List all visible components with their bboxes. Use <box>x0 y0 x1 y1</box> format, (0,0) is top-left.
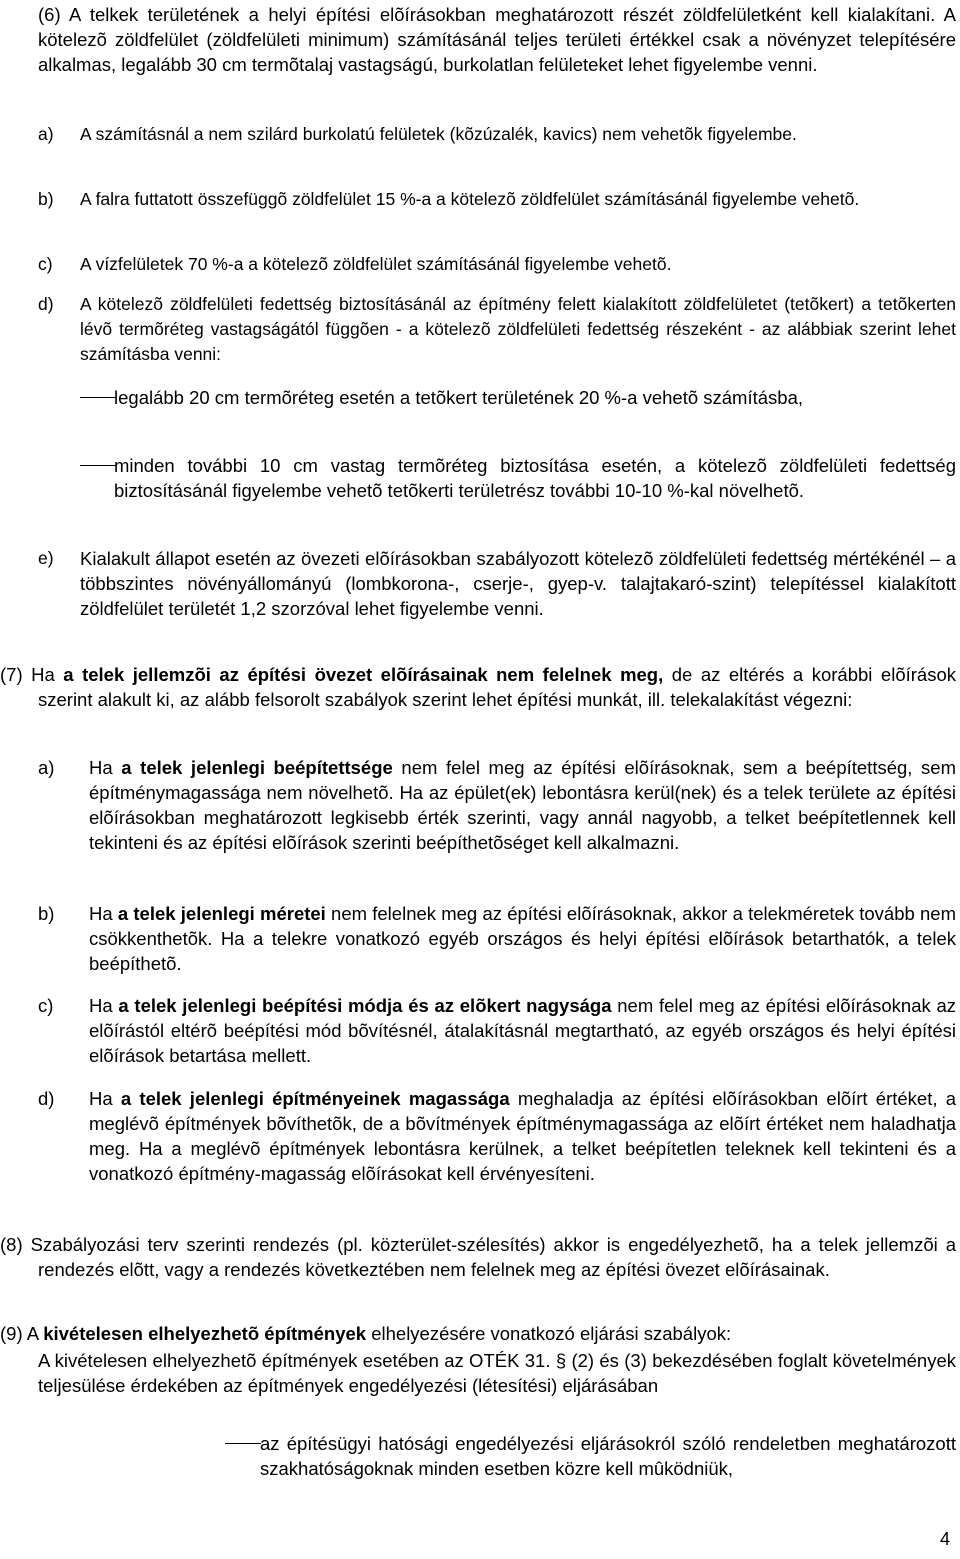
item-text <box>89 1086 956 1186</box>
item-bold: a telek jelenlegi beépítettsége <box>121 757 393 778</box>
dash-bullet-icon <box>80 397 116 398</box>
paragraph-6-item-a <box>38 122 956 174</box>
item-text <box>89 993 956 1068</box>
item-post: nem felel meg az építési elõírásoknak az elõírástól eltérõ beépítési mód bõvítésnél, átalakításnál megtartható, az egyéb országos és helyi építési elõírások betartása mellett. <box>89 995 957 1066</box>
item-label: b) <box>38 903 55 924</box>
paragraph-9-heading <box>0 1321 956 1347</box>
item-label: a) <box>38 124 54 144</box>
item-post: nem felelnek meg az építési elõírásoknak, akkor a telekméretek tovább nem csökkenthetõk. Ha a telekre vonatkozó egyéb országos és helyi építési elõírások betarthatók, a telek beépíthetõ. <box>89 903 957 974</box>
item-label: c) <box>38 995 54 1016</box>
paragraph-6 <box>38 2 956 77</box>
paragraph-7-item-c <box>38 993 956 1071</box>
item-label: c) <box>38 254 53 274</box>
item-text: Kialakult állapot esetén az övezeti elõírásokban szabályozott kötelezõ zöldfelületi fedettség mértékénél – a többszintes növényállományú (lombkorona-, cserje-, gyep-v. talajtakaró-szint) telepítéssel kialakított zöldfelület területét 1,2 szorzóval lehet figyelembe venni. <box>80 548 956 619</box>
bullet-text: az építésügyi hatósági engedélyezési eljárásokról szóló rendeletben meghatározott szakhatóságoknak minden esetben közre kell mûködniük, <box>260 1433 956 1479</box>
paragraph-7-item-a <box>38 755 956 885</box>
item-label: a) <box>38 757 55 778</box>
bullet-text: minden további 10 cm vastag termõréteg biztosítása esetén, a kötelezõ zöldfelületi fedettség biztosításánál figyelembe vehetõ tetõkerti területrész további 10-10 %-kal növelhetõ. <box>114 455 956 501</box>
item-label: b) <box>38 189 54 209</box>
item-text: A falra futtatott összefüggõ zöldfelület 15 %-a a kötelezõ zöldfelület számításánál figyelembe vehetõ. <box>80 189 860 209</box>
paragraph-9-body <box>38 1348 956 1426</box>
dash-bullet-icon <box>225 1443 261 1444</box>
item-bold: a telek jelenlegi méretei <box>117 903 326 924</box>
item-post: nem felel meg az építési elõírásoknak, sem a beépítettség, sem építménymagassága nem növelhetõ. Ha az épület(ek) lebontásra kerül(nek) és a telek területe az építési elõírásokban meghatározott legkisebb érték szerinti, vagy annál nagyobb, a telket beépítetlennek kell tekinteni és az építési elõírások szerinti beépíthetõséget kell alkalmazni. <box>89 757 956 853</box>
paragraph-6-item-e <box>38 546 956 650</box>
paragraph-9-post: elhelyezésére vonatkozó eljárási szabályok: <box>366 1323 732 1344</box>
paragraph-8 <box>0 1232 956 1310</box>
item-text <box>89 901 956 976</box>
paragraph-9-body-text: A kivételesen elhelyezhetõ építmények esetében az OTÉK 31. § (2) és (3) bekezdésében foglalt követelmények teljesülése érdekében az építmények engedélyezési (létesítési) eljárásában <box>38 1350 956 1396</box>
item-label: d) <box>38 294 54 314</box>
dash-bullet-icon <box>80 465 116 466</box>
item-text <box>89 755 956 855</box>
paragraph-8-text: (8) Szabályozási terv szerinti rendezés (pl. közterület-szélesítés) akkor is engedélyezhetõ, ha a telek jellemzõi a rendezés elõtt, vagy a rendezés következtében nem felelnek meg az építési övezet elõírásainak. <box>0 1234 956 1280</box>
item-pre: Ha <box>89 995 119 1016</box>
item-label: e) <box>38 548 54 568</box>
paragraph-7-bold: a telek jellemzõi az építési övezet elõírásainak nem felelnek meg, <box>63 664 664 685</box>
paragraph-7-item-d <box>38 1086 956 1216</box>
paragraph-7-post: de az eltérés a korábbi elõírások szerint alakult ki, az alább felsorolt szabályok szerint lehet építési munkát, ill. telekalakítást végezni: <box>38 664 956 710</box>
item-text: A kötelezõ zöldfelületi fedettség biztosításánál az építmény felett kialakított zöldfelületet (tetõkert) a tetõkerten lévõ termõréteg vastagságától függõen - a kötelezõ zöldfelületi fedettség részeként - az alábbiak szerint lehet számításba venni: <box>80 294 956 364</box>
paragraph-9-bold: kivételesen elhelyezhetõ építmények <box>43 1323 367 1344</box>
item-label: d) <box>38 1088 55 1109</box>
item-pre: Ha <box>89 903 118 924</box>
item-post: meghaladja az építési elõírásokban elõírt értéket, a meglévõ építmények bõvíthetõk, de a bõvítmények építménymagassága az elõírt értéket nem haladhatja meg. Ha a meglévõ építmények lebontásra kerülnek, a telket beépítetlen teleknek kell tekinteni és a vonatkozó építmény-magasság elõírásokat kell érvényesíteni. <box>89 1088 956 1184</box>
item-text: A vízfelületek 70 %-a a kötelezõ zöldfelület számításánál figyelembe vehetõ. <box>80 254 672 274</box>
paragraph-7-pre: (7) Ha <box>0 664 64 685</box>
paragraph-6-item-b <box>38 187 956 239</box>
item-text: A számításnál a nem szilárd burkolatú felületek (kõzúzalék, kavics) nem vehetõk figyelembe. <box>80 124 797 144</box>
paragraph-6-text: (6) A telkek területének a helyi építési elõírásokban meghatározott részét zöldfelületként kell kialakítani. A kötelezõ zöldfelület (zöldfelületi minimum) számításánál teljes területi értékkel csak a növényzet telepítésére alkalmas, legalább 30 cm termõtalaj vastagságú, burkolatlan felületeket lehet figyelembe venni. <box>38 4 956 75</box>
paragraph-6-item-d <box>38 292 956 372</box>
item-pre: Ha <box>89 1088 121 1109</box>
paragraph-6-d-bullet-1 <box>80 385 956 437</box>
bullet-text: legalább 20 cm termõréteg esetén a tetõkert területének 20 %-a vehetõ számításba, <box>114 387 804 408</box>
paragraph-6-d-bullet-2 <box>80 453 956 531</box>
paragraph-6-item-c <box>38 252 956 278</box>
paragraph-7-item-b <box>38 901 956 979</box>
page-number: 4 <box>939 1529 950 1549</box>
paragraph-9-pre: (9) A <box>0 1323 44 1344</box>
item-pre: Ha <box>89 757 122 778</box>
paragraph-7 <box>0 662 956 740</box>
item-bold: a telek jelenlegi építményeinek magassága <box>120 1088 510 1109</box>
item-bold: a telek jelenlegi beépítési módja és az elõkert nagysága <box>118 995 612 1016</box>
paragraph-9-bullet <box>225 1431 956 1509</box>
paragraph-7-text <box>0 662 956 712</box>
paragraph-9-heading-text <box>0 1321 956 1346</box>
